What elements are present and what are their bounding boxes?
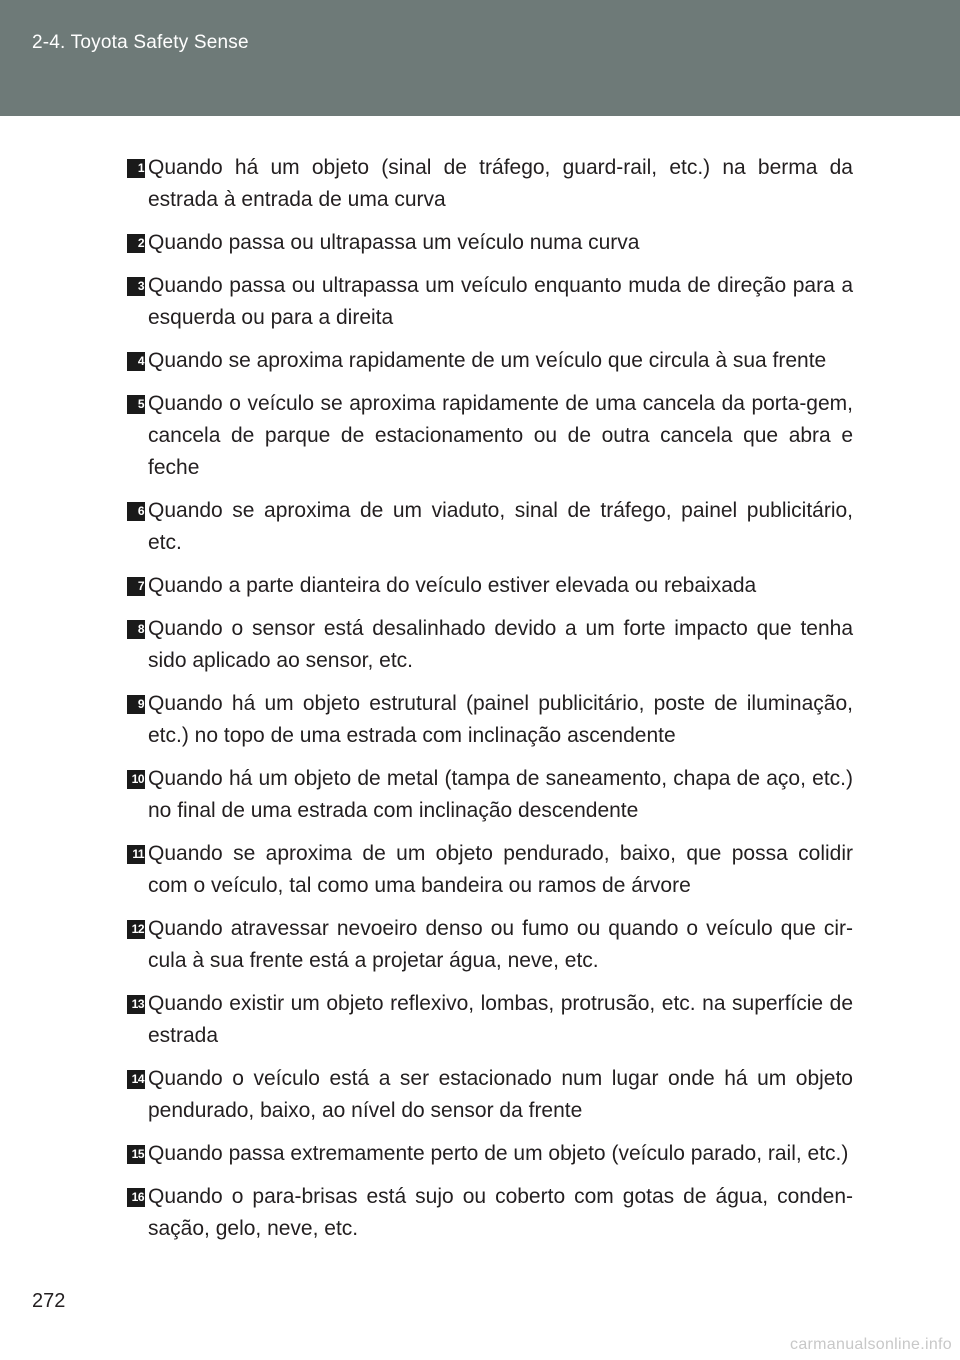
- item-text: Quando se aproxima de um viaduto, sinal de tráfego, painel publicitário, etc.: [148, 499, 853, 554]
- item-number-badge: 7: [127, 577, 145, 596]
- item-text: Quando se aproxima de um objeto pendurado, baixo, que possa colidir com o veículo, tal como uma bandeira ou ramos de árvore: [148, 842, 853, 897]
- section-header: [0, 0, 960, 116]
- item-number-badge: 8: [127, 620, 145, 639]
- item-text: Quando passa ou ultrapassa um veículo numa curva: [148, 231, 640, 254]
- item-number-badge: 16: [127, 1188, 145, 1207]
- watermark: carmanualsonline.info: [790, 1336, 952, 1353]
- item-number-badge: 12: [127, 920, 145, 939]
- item-number-badge: 15: [127, 1145, 145, 1164]
- item-text: Quando se aproxima rapidamente de um veículo que circula à sua frente: [148, 349, 827, 372]
- list-item: [127, 388, 853, 484]
- item-text: Quando o para-brisas está sujo ou coberto com gotas de água, conden-sação, gelo, neve, etc.: [148, 1185, 853, 1240]
- item-text: Quando a parte dianteira do veículo estiver elevada ou rebaixada: [148, 574, 757, 597]
- item-number-badge: 13: [127, 995, 145, 1014]
- list-item: [127, 345, 853, 377]
- list-item: [127, 152, 853, 216]
- list-item: [127, 688, 853, 752]
- list-item: [127, 763, 853, 827]
- list-item: [127, 495, 853, 559]
- list-item: [127, 570, 853, 602]
- section-title: 2-4. Toyota Safety Sense: [32, 32, 249, 53]
- list-item: [127, 613, 853, 677]
- item-number-badge: 2: [127, 234, 145, 253]
- item-number-badge: 5: [127, 395, 145, 414]
- condition-list: [127, 152, 853, 1256]
- item-number-badge: 10: [127, 770, 145, 789]
- item-text: Quando há um objeto de metal (tampa de saneamento, chapa de aço, etc.) no final de uma estrada com inclinação descendente: [148, 767, 853, 822]
- item-text: Quando o veículo se aproxima rapidamente de uma cancela da porta-gem, cancela de parque de estacionamento ou de outra cancela que abra e feche: [148, 392, 853, 479]
- item-text: Quando há um objeto estrutural (painel publicitário, poste de iluminação, etc.) no topo de uma estrada com inclinação ascendente: [148, 692, 853, 747]
- list-item: [127, 1138, 853, 1170]
- item-number-badge: 11: [127, 845, 145, 864]
- list-item: [127, 1063, 853, 1127]
- item-number-badge: 3: [127, 277, 145, 296]
- item-number-badge: 1: [127, 159, 145, 178]
- list-item: [127, 1181, 853, 1245]
- item-text: Quando atravessar nevoeiro denso ou fumo ou quando o veículo que cir-cula à sua frente está a projetar água, neve, etc.: [148, 917, 853, 972]
- list-item: [127, 227, 853, 259]
- item-number-badge: 9: [127, 695, 145, 714]
- item-number-badge: 6: [127, 502, 145, 521]
- list-item: [127, 913, 853, 977]
- item-text: Quando o veículo está a ser estacionado num lugar onde há um objeto pendurado, baixo, ao nível do sensor da frente: [148, 1067, 853, 1122]
- item-text: Quando o sensor está desalinhado devido a um forte impacto que tenha sido aplicado ao sensor, etc.: [148, 617, 853, 672]
- list-item: [127, 838, 853, 902]
- page-number: 272: [32, 1290, 66, 1312]
- item-text: Quando passa ou ultrapassa um veículo enquanto muda de direção para a esquerda ou para a direita: [148, 274, 853, 329]
- list-item: [127, 270, 853, 334]
- item-text: Quando passa extremamente perto de um objeto (veículo parado, rail, etc.): [148, 1142, 849, 1165]
- item-text: Quando existir um objeto reflexivo, lombas, protrusão, etc. na superfície de estrada: [148, 992, 853, 1047]
- item-number-badge: 14: [127, 1070, 145, 1089]
- item-text: Quando há um objeto (sinal de tráfego, guard-rail, etc.) na berma da estrada à entrada de uma curva: [148, 156, 853, 211]
- list-item: [127, 988, 853, 1052]
- item-number-badge: 4: [127, 352, 145, 371]
